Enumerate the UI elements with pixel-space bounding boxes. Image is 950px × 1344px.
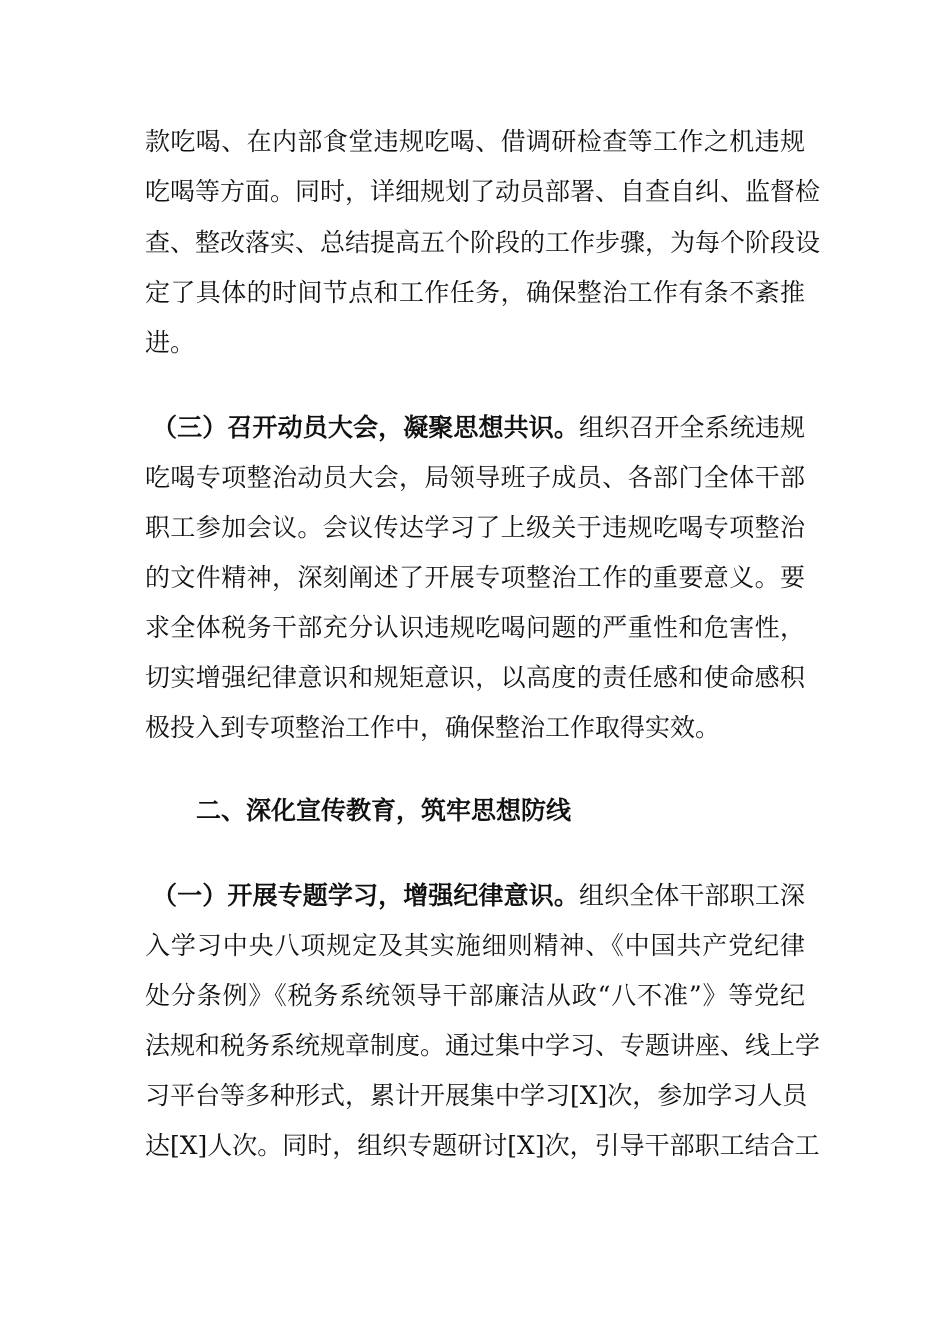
text-line: 款吃喝、在内部食堂违规吃喝、借调研检查等工作之机违规 — [145, 127, 805, 156]
text-line: 职工参加会议。会议传达学习了上级关于违规吃喝专项整治 — [145, 513, 805, 542]
text-line: 查、整改落实、总结提高五个阶段的工作步骤，为每个阶段设 — [145, 228, 821, 257]
text-span: 组织召开全系统违规 — [579, 413, 805, 442]
text-line — [152, 879, 805, 913]
text-line: 求全体税务干部充分认识违规吃喝问题的严重性和危害性， — [145, 613, 805, 642]
paragraph-lead: （一）开展专题学习，增强纪律意识。 — [152, 881, 580, 910]
text-line — [152, 411, 805, 445]
text-line: 吃喝等方面。同时，详细规划了动员部署、自查自纠、监督检 — [145, 177, 821, 206]
text-line: 极投入到专项整治工作中，确保整治工作取得实效。 — [145, 713, 721, 742]
section-heading: 二、深化宣传教育，筑牢思想防线 — [196, 796, 572, 825]
text-line: 入学习中央八项规定及其实施细则精神、《中国共产党纪律 — [145, 931, 805, 960]
text-line: 定了具体的时间节点和工作任务，确保整治工作有条不紊推 — [145, 278, 805, 307]
text-line: 达[X]人次。同时，组织专题研讨[X]次，引导干部职工结合工 — [145, 1131, 820, 1160]
text-line: 进。 — [145, 328, 196, 357]
text-line: 习平台等多种形式，累计开展集中学习[X]次，参加学习人员 — [145, 1081, 808, 1110]
text-line: 法规和税务系统规章制度。通过集中学习、专题讲座、线上学 — [145, 1031, 821, 1060]
paragraph-lead: （三）召开动员大会，凝聚思想共识。 — [152, 413, 580, 442]
text-span: 组织全体干部职工深 — [579, 881, 805, 910]
text-line: 切实增强纪律意识和规矩意识，以高度的责任感和使命感积 — [145, 663, 805, 692]
text-line: 处分条例》《税务系统领导干部廉洁从政“八不准”》等党纪 — [145, 981, 805, 1010]
text-line: 的文件精神，深刻阐述了开展专项整治工作的重要意义。要 — [145, 563, 805, 592]
text-line: 吃喝专项整治动员大会，局领导班子成员、各部门全体干部 — [145, 463, 805, 492]
